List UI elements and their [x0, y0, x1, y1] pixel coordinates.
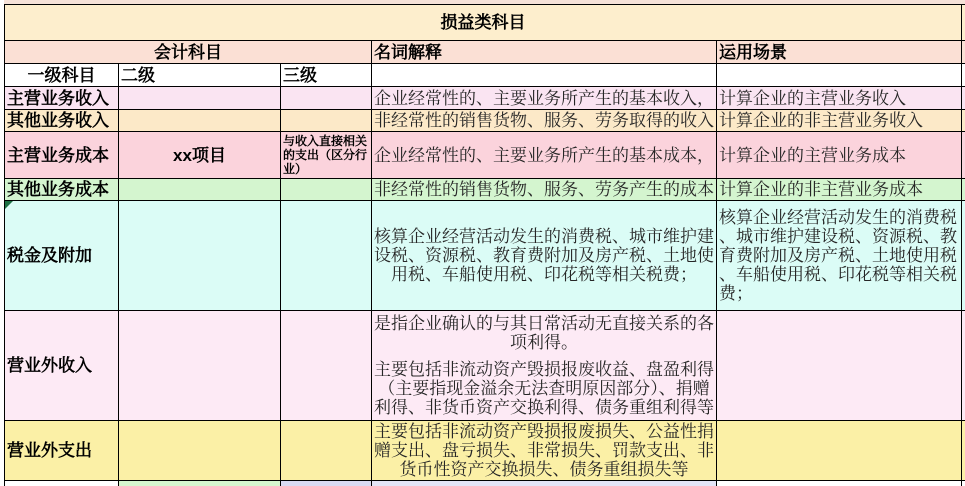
cell-level3[interactable] [281, 201, 372, 311]
clipped-cell [962, 41, 965, 64]
clipped-cell [962, 110, 965, 132]
cell-level2[interactable] [119, 311, 281, 421]
cell-level2[interactable] [119, 110, 281, 132]
header-row [5, 41, 965, 64]
cell-explanation[interactable]: 企业经常性的、主要业务所产生的基本收入， [372, 87, 717, 110]
clipped-cell [962, 311, 965, 421]
cell-level2[interactable] [119, 421, 281, 481]
subheader-level1[interactable]: 一级科目 [5, 64, 119, 87]
cell-scenario[interactable] [717, 421, 962, 481]
subheader-empty-cell[interactable] [717, 64, 962, 87]
cell-level3[interactable] [281, 179, 372, 201]
cell-scenario[interactable]: 计算企业的主营业务收入 [717, 87, 962, 110]
pnl-subjects-table [4, 4, 965, 486]
clipped-cell [962, 5, 965, 41]
cell-level1[interactable]: 其他业务收入 [5, 110, 119, 132]
header-scenario[interactable]: 运用场景 [717, 41, 962, 64]
cell-level1-label: 税金及附加 [7, 246, 92, 265]
clipped-cell [962, 87, 965, 110]
explanation-paragraph: 主要包括非流动资产毁损报废收益、盘盈利得（主要指现金溢余无法查明原因部分）、捐赠利得、非货币资产交换利得、债务重组利得等 [374, 360, 714, 417]
clipped-cell [962, 421, 965, 481]
cell-scenario[interactable] [717, 311, 962, 421]
cell-level3[interactable] [281, 311, 372, 421]
subheader-level3[interactable]: 三级 [281, 64, 372, 87]
cell-level3[interactable]: 与收入直接相关的支出（区分行业） [281, 132, 372, 179]
table-row [5, 421, 965, 481]
cell-level2[interactable]: xx项目 [119, 132, 281, 179]
table-row [5, 132, 965, 179]
explanation-paragraph: 是指企业确认的与其日常活动无直接关系的各项利得。 [374, 314, 714, 352]
cell-explanation[interactable]: 主要包括非流动资产毁损报废损失、公益性捐赠支出、盘亏损失、非常损失、罚款支出、非货币性资产交换损失、债务重组损失等 [372, 421, 717, 481]
cell-level1[interactable]: 其他业务成本 [5, 179, 119, 201]
cell-explanation[interactable]: 非经常性的销售货物、服务、劳务产生的成本 [372, 179, 717, 201]
cell-explanation[interactable]: 企业经常性的、主要业务所产生的基本成本， [372, 132, 717, 179]
table-row [5, 87, 965, 110]
cell-level3[interactable] [281, 110, 372, 132]
clipped-cell [962, 201, 965, 311]
subheader-level2[interactable]: 二级 [119, 64, 281, 87]
table-row [5, 311, 965, 421]
cell-level3[interactable] [281, 87, 372, 110]
cell-scenario[interactable]: 核算企业经营活动发生的消费税、城市维护建设税、资源税、教育费附加及房产税、土地使用税、车船使用税、印花税等相关税费； [717, 201, 962, 311]
subheader-empty-cell[interactable] [372, 64, 717, 87]
cell-level1[interactable] [5, 201, 119, 311]
cell-explanation[interactable]: 非经常性的销售货物、服务、劳务取得的收入 [372, 110, 717, 132]
clipped-cell [962, 64, 965, 87]
header-explanation[interactable]: 名词解释 [372, 41, 717, 64]
header-accounting-subject[interactable]: 会计科目 [5, 41, 372, 64]
cell-scenario[interactable]: 计算企业的非主营业务收入 [717, 110, 962, 132]
error-indicator-icon [5, 201, 13, 209]
cell-level1[interactable]: 营业外收入 [5, 311, 119, 421]
cell-level1[interactable]: 主营业务成本 [5, 132, 119, 179]
title-row [5, 5, 965, 41]
subheader-row [5, 64, 965, 87]
table-row [5, 110, 965, 132]
clipped-cell [962, 179, 965, 201]
cell-scenario[interactable]: 计算企业的非主营业务成本 [717, 179, 962, 201]
cell-level2[interactable] [119, 87, 281, 110]
cell-explanation[interactable]: 核算企业经营活动发生的消费税、城市维护建设税、资源税、教育费附加及房产税、土地使用税、车船使用税、印花税等相关税费； [372, 201, 717, 311]
cell-level2[interactable] [119, 201, 281, 311]
cell-explanation[interactable] [372, 311, 717, 421]
clipped-cell [962, 132, 965, 179]
table-row [5, 201, 965, 311]
cell-level3[interactable] [281, 421, 372, 481]
cell-level1[interactable]: 营业外支出 [5, 421, 119, 481]
table-row [5, 179, 965, 201]
cell-level2[interactable] [119, 179, 281, 201]
cell-scenario[interactable]: 计算企业的主营业务成本 [717, 132, 962, 179]
page-title[interactable]: 损益类科目 [5, 5, 962, 41]
cell-level1[interactable]: 主营业务收入 [5, 87, 119, 110]
